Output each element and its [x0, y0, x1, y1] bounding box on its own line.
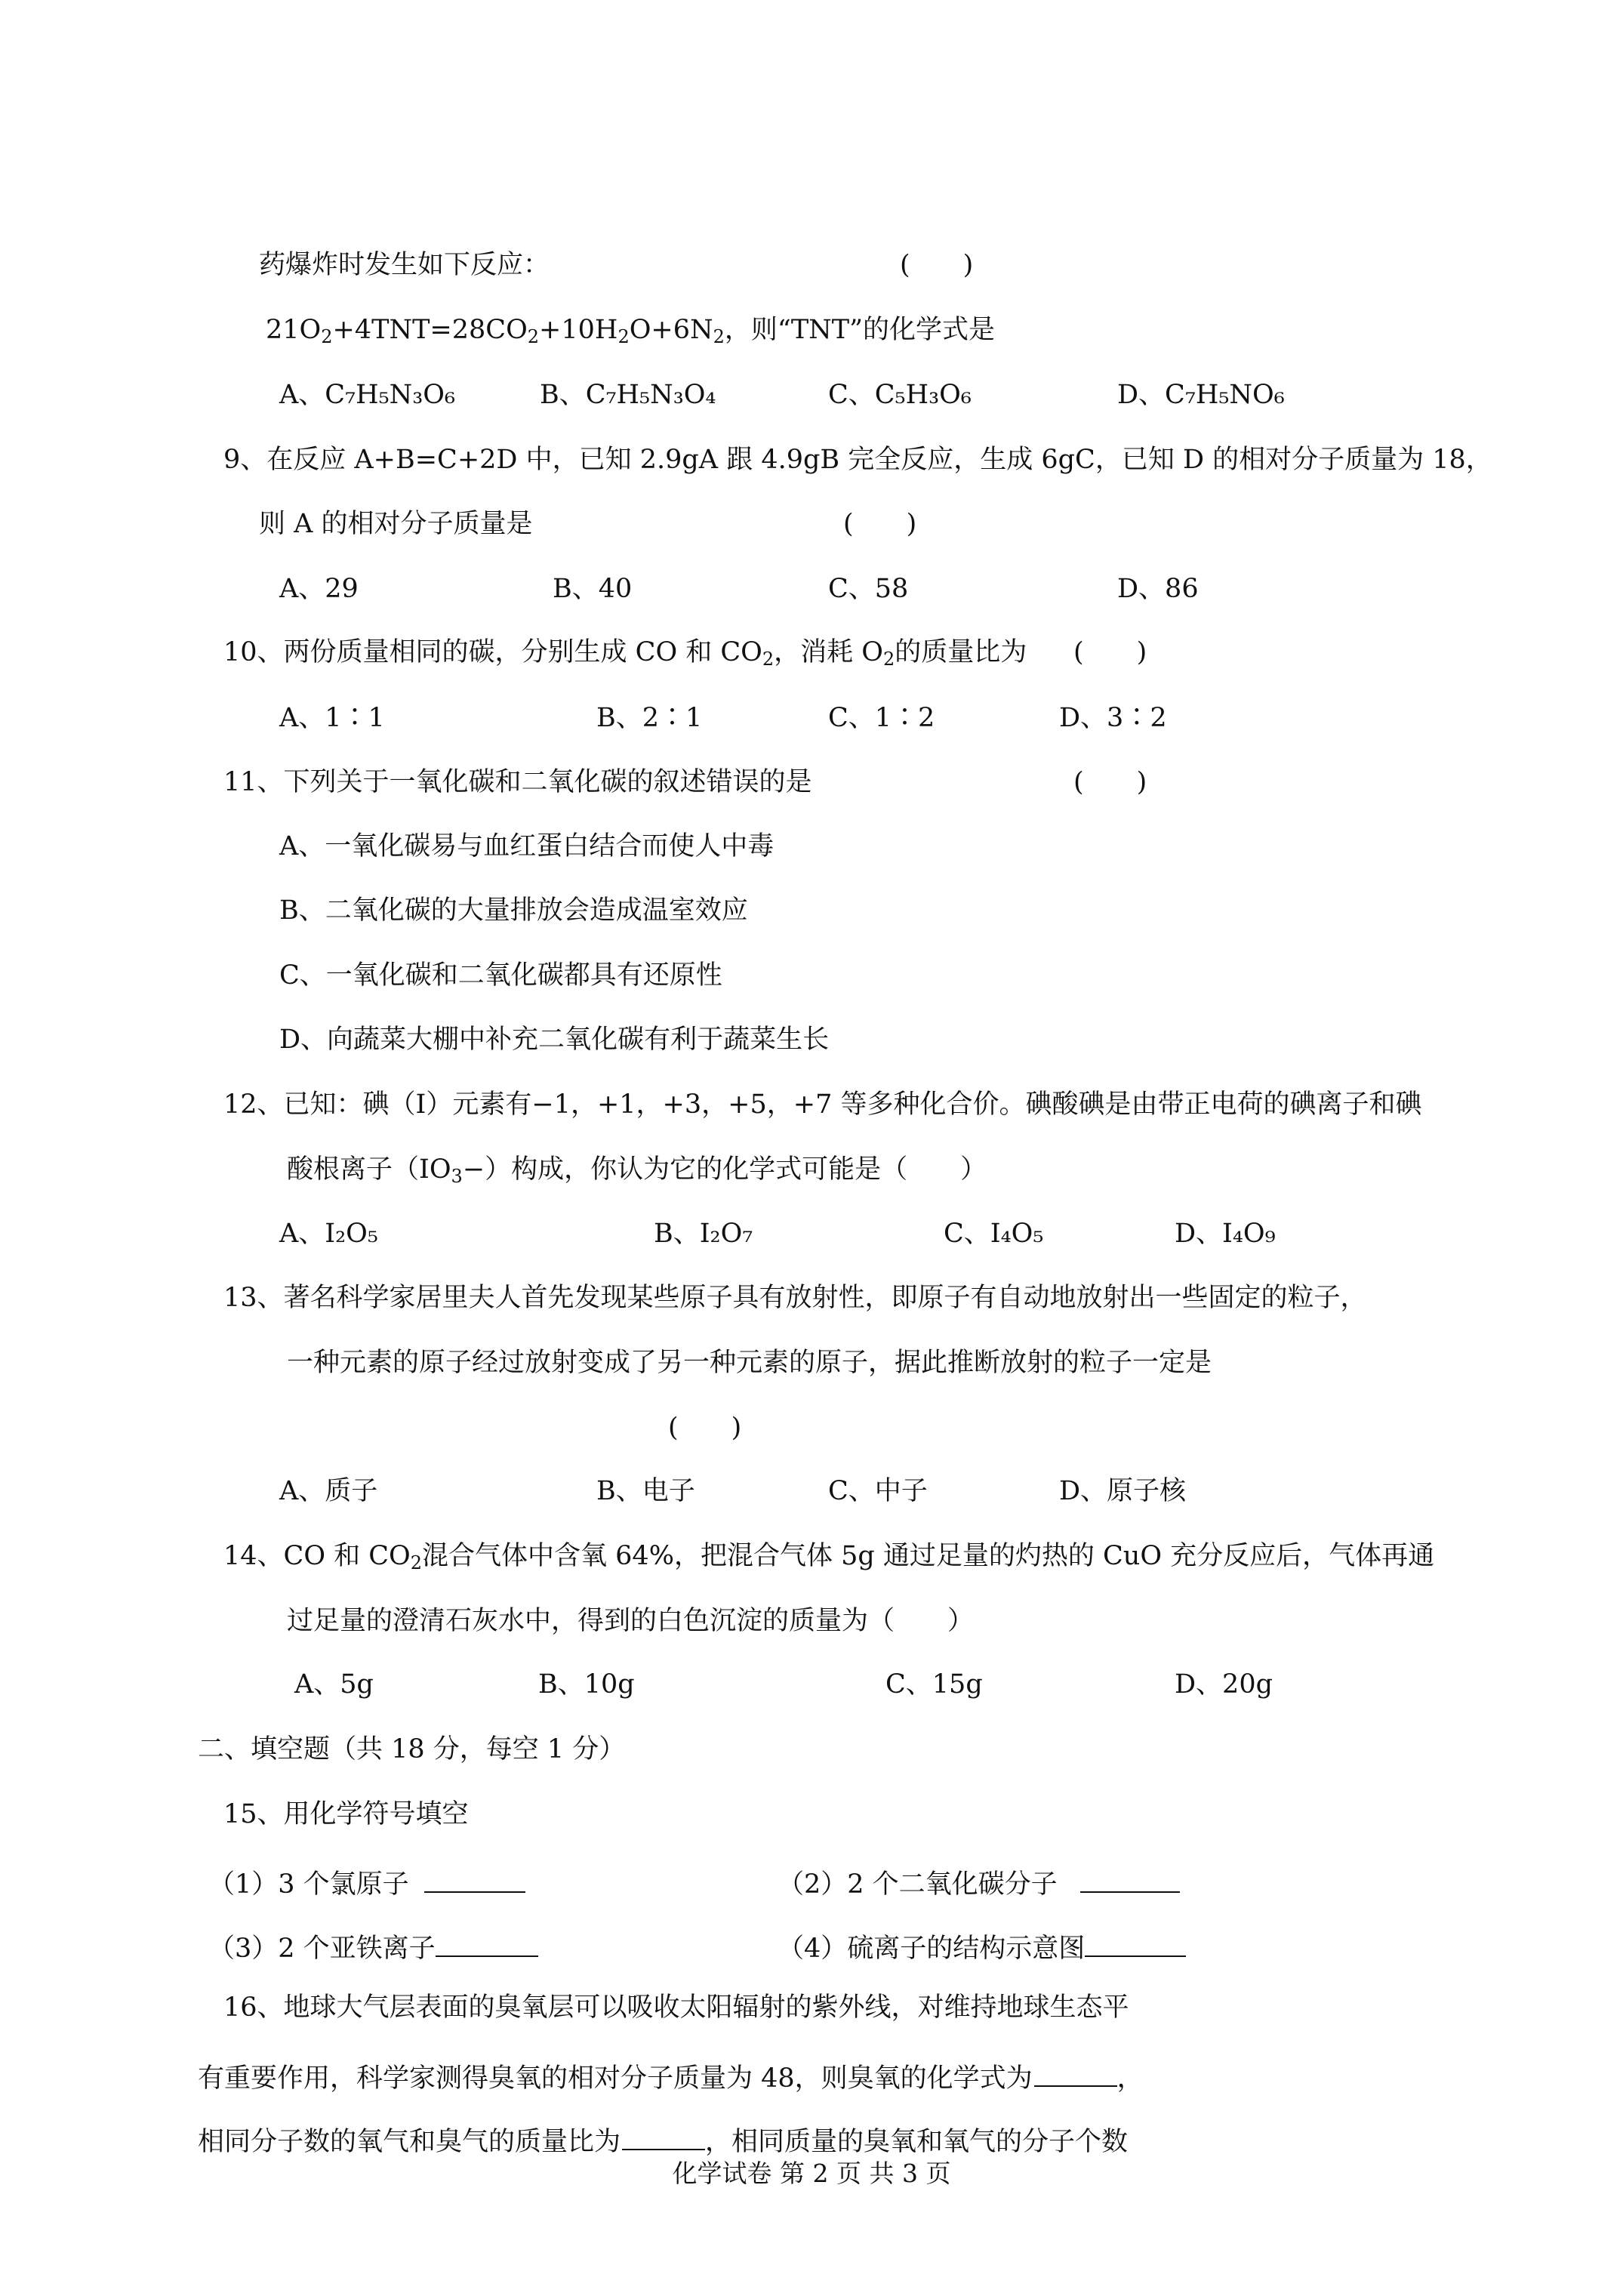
answer-blank[interactable]	[1080, 1866, 1180, 1893]
q10-option-b: B、2∶1	[596, 703, 703, 733]
section-title: 二、填空题（共 18 分，每空 1 分）	[198, 1734, 626, 1764]
q15-stem: 15、用化学符号填空	[223, 1799, 469, 1829]
q9-bracket: ( )	[843, 509, 917, 539]
q8-intro	[259, 252, 550, 279]
q9-option-b: B、40	[553, 574, 633, 604]
q10-option-a: A、1∶1	[279, 703, 385, 733]
q11-option-a: A、一氧化碳易与血红蛋白结合而使人中毒	[279, 831, 775, 861]
q13-option-d: D、原子核	[1059, 1476, 1187, 1506]
q8-option-c: C、C₅H₃O₆	[828, 380, 972, 410]
page-footer: 化学试卷 第 2 页 共 3 页	[672, 2159, 951, 2188]
q8-option-a: A、C₇H₅N₃O₆	[279, 380, 456, 410]
q10-part: 的质量比为	[895, 637, 1027, 667]
q14-option-c: C、15g	[885, 1669, 983, 1700]
q13-option-a: A、质子	[279, 1476, 378, 1506]
q12-stem-2: 酸根离子$(IO_3-)$构成，你认为它的化学式可能是（ ）	[287, 1154, 987, 1187]
q12-part: −）构成，你认为它的化学式可能是（ ）	[462, 1154, 987, 1185]
q16-line3-end: ，相同质量的臭氧和氧气的分子个数	[705, 2127, 1129, 2157]
q16-stem-1: 16、地球大气层表面的臭氧层可以吸收太阳辐射的紫外线，对维持地球生态平	[223, 1992, 1129, 2023]
q10-option-c: C、1∶2	[828, 703, 935, 733]
q9-option-c: C、58	[828, 574, 909, 604]
eq-part: +10H	[539, 315, 618, 345]
q12-stem-1: 12、已知：碘（I）元素有−1，+1，+3，+5，+7 等多种化合价。碘酸碘是由带正电荷的碘离子和碘	[223, 1089, 1422, 1120]
q16-line2-text: 有重要作用，科学家测得臭氧的相对分子质量为 48，则臭氧的化学式为	[198, 2063, 1033, 2094]
q11-option-c: C、一氧化碳和二氧化碳都具有还原性	[279, 960, 722, 991]
q9-stem-2: 则 A 的相对分子质量是	[259, 509, 533, 539]
q8-option-d: D、C₇H₅NO₆	[1117, 380, 1285, 410]
q11-option-d: D、向蔬菜大棚中补充二氧化碳有利于蔬菜生长	[279, 1025, 830, 1055]
q12-option-c: C、I₄O₅	[944, 1219, 1044, 1249]
q8-equation: $21O_2+4TNT=28CO_2+10H_2O+6N_2$，则“TNT”的化学式是	[266, 315, 996, 347]
q8-intro-text: 药爆炸时发生如下反应：	[259, 250, 550, 280]
eq-part: +4TNT=28CO	[332, 315, 528, 345]
q12-option-a: A、I₂O₅	[279, 1219, 378, 1249]
q15-part-3-label: （3）2 个亚铁离子	[208, 1934, 436, 1964]
q12-option-b: B、I₂O₇	[654, 1219, 753, 1249]
q16-line2-end: ，	[1116, 2063, 1144, 2094]
q16-stem-2	[198, 2060, 1144, 2092]
q10-bracket: ( )	[1073, 637, 1147, 667]
q10-part: ，消耗 O	[774, 637, 883, 667]
q10-stem: 10、两份质量相同的碳，分别生成 CO 和 $CO_2$，消耗 $O_2$的质量比为	[223, 637, 1027, 670]
eq-part: ，则“TNT”的化学式是	[724, 315, 996, 345]
q13-option-c: C、中子	[828, 1476, 928, 1506]
q11-stem: 11、下列关于一氧化碳和二氧化碳的叙述错误的是	[223, 767, 812, 797]
q8-bracket: ( )	[900, 250, 974, 280]
q15-part-1	[208, 1866, 525, 1898]
q14-stem-2: 过足量的澄清石灰水中，得到的白色沉淀的质量为（ ）	[287, 1606, 975, 1636]
q14-option-a: A、5g	[294, 1669, 374, 1700]
answer-blank[interactable]	[1085, 1930, 1186, 1957]
q10-part: 10、两份质量相同的碳，分别生成 CO 和 CO	[223, 637, 762, 667]
q14-stem-1: 14、CO 和 $CO_2$混合气体中含氧 64%，把混合气体 5g 通过足量的灼热的 CuO 充分反应后，气体再通	[223, 1541, 1435, 1573]
q15-part-3	[208, 1930, 538, 1962]
q13-option-b: B、电子	[596, 1476, 695, 1506]
q14-option-b: B、10g	[538, 1669, 635, 1700]
eq-part: 21O	[266, 315, 322, 345]
q9-option-a: A、29	[279, 574, 359, 604]
q13-stem-1: 13、著名科学家居里夫人首先发现某些原子具有放射性，即原子有自动地放射出一些固定的粒子，	[223, 1283, 1367, 1313]
q15-part-2	[778, 1866, 1180, 1898]
q16-line3-text: 相同分子数的氧气和臭气的质量比为	[198, 2127, 621, 2157]
answer-blank[interactable]	[622, 2123, 705, 2150]
q10-option-d: D、3∶2	[1059, 703, 1167, 733]
q11-bracket: ( )	[1073, 767, 1147, 797]
q15-part-4-label: （4）硫离子的结构示意图	[778, 1934, 1086, 1964]
q16-stem-3	[198, 2123, 1128, 2156]
q15-part-4	[778, 1930, 1186, 1962]
q11-option-b: B、二氧化碳的大量排放会造成温室效应	[279, 895, 748, 926]
q13-bracket: ( )	[668, 1413, 742, 1443]
q14-option-d: D、20g	[1175, 1669, 1273, 1700]
answer-blank[interactable]	[1034, 2060, 1117, 2087]
q9-stem-1: 9、在反应 A+B=C+2D 中，已知 2.9gA 跟 4.9gB 完全反应，生成 6gC，已知 D 的相对分子质量为 18，	[223, 445, 1492, 475]
q13-stem-2: 一种元素的原子经过放射变成了另一种元素的原子，据此推断放射的粒子一定是	[287, 1348, 1212, 1378]
q14-part: 14、CO 和 CO	[223, 1541, 411, 1571]
answer-blank[interactable]	[436, 1930, 538, 1957]
q8-option-b: B、C₇H₅N₃O₄	[540, 380, 716, 410]
q15-part-2-label: （2）2 个二氧化碳分子	[778, 1869, 1058, 1900]
q9-option-d: D、86	[1117, 574, 1199, 604]
q12-part: 酸根离子（IO	[287, 1154, 451, 1185]
answer-blank[interactable]	[424, 1866, 525, 1893]
q15-part-1-label: （1）3 个氯原子	[208, 1869, 409, 1900]
q12-option-d: D、I₄O₉	[1175, 1219, 1276, 1249]
q14-part: 混合气体中含氧 64%，把混合气体 5g 通过足量的灼热的 CuO 充分反应后，气体再通	[422, 1541, 1435, 1571]
eq-part: O+6N	[629, 315, 713, 345]
